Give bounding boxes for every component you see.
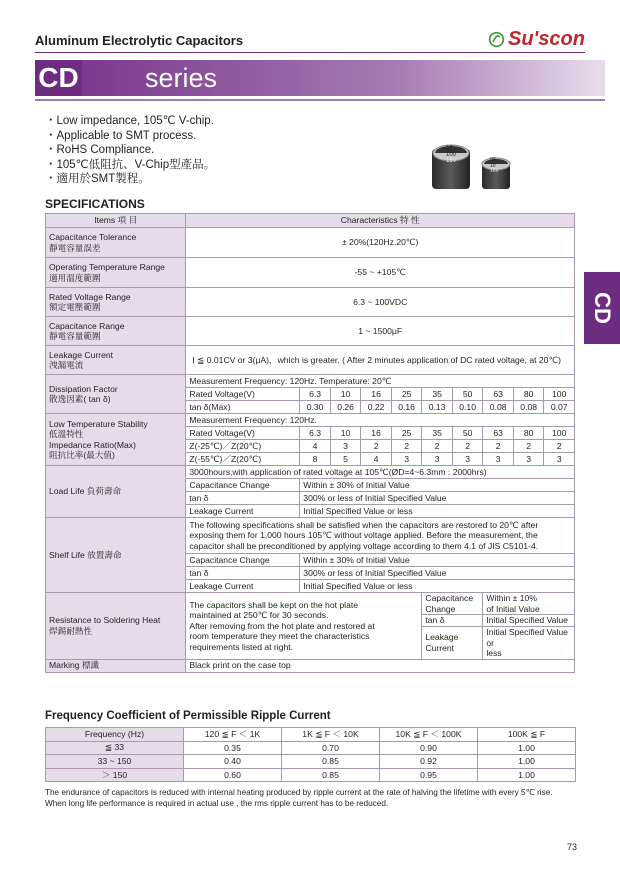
feature-item: ・105℃低阻抗、V-Chip型產品。 bbox=[45, 158, 216, 171]
table-row bbox=[46, 228, 575, 258]
cell-tan: 0.13 bbox=[422, 401, 453, 414]
page-number: 73 bbox=[567, 842, 578, 852]
table-row bbox=[46, 659, 575, 672]
desc-line: room temperature they meet the characteristics bbox=[189, 631, 370, 641]
freq-cell: 0.90 bbox=[380, 741, 478, 755]
cap-label-big: 100 bbox=[446, 152, 457, 158]
header-title: Aluminum Electrolytic Capacitors bbox=[35, 33, 244, 48]
table-row bbox=[46, 317, 575, 346]
frequency-title: Frequency Coefficient of Permissible Ripple Current bbox=[45, 710, 331, 722]
cell-z25: 2 bbox=[544, 440, 575, 453]
label-zh: 額定電壓範圍 bbox=[49, 302, 101, 312]
label-zh: 焊錫耐熱性 bbox=[49, 625, 92, 636]
freq-row-label: ＞ 150 bbox=[46, 768, 184, 782]
label-zh: 洩漏電流 bbox=[49, 360, 84, 370]
cell-condition bbox=[186, 518, 575, 554]
desc-line: requirements listed at right. bbox=[189, 641, 294, 652]
label-en: Impedance Ratio(Max) bbox=[49, 439, 136, 450]
freq-cell: 1.00 bbox=[478, 768, 576, 782]
row-label: Marking 標識 bbox=[46, 659, 186, 672]
freq-cell: 0.85 bbox=[282, 768, 380, 782]
cell-voltage: 10 bbox=[330, 388, 361, 401]
cell-value bbox=[483, 593, 575, 615]
table-row bbox=[46, 768, 576, 782]
cap-label-big: 16V bbox=[446, 158, 457, 164]
freq-cell: 0.85 bbox=[282, 755, 380, 769]
page-header bbox=[35, 28, 585, 51]
cell-key: Z(-55℃)／Z(20℃) bbox=[186, 453, 300, 466]
cell-value: Initial Specified Value bbox=[483, 615, 575, 627]
freq-row-label: 33 ~ 150 bbox=[46, 755, 184, 769]
series-word: series bbox=[145, 63, 218, 93]
cell-key: Leakage Current bbox=[186, 580, 300, 593]
cell-value: Initial Specified Value or less bbox=[300, 505, 575, 518]
value-line: less bbox=[486, 648, 502, 658]
cell-voltage: 80 bbox=[513, 388, 544, 401]
table-row bbox=[46, 375, 575, 388]
value-line: Initial Specified Value or bbox=[486, 627, 568, 648]
cell-z55: 3 bbox=[513, 453, 544, 466]
freq-cell: 0.60 bbox=[184, 768, 282, 782]
cell-value: I ≦ 0.01CV or 3(μA)，which is greater. ( After 2 minutes application of DC rated voltage, at 20℃) bbox=[186, 346, 575, 375]
cell-key: Rated Voltage(V) bbox=[186, 427, 300, 440]
label-en: Low Temperature Stability bbox=[49, 418, 148, 429]
specifications-title: SPECIFICATIONS bbox=[45, 197, 145, 211]
freq-header: Frequency (Hz) bbox=[46, 728, 184, 742]
label-en: Capacitance Range bbox=[49, 320, 125, 331]
condition-line: The following specifications shall be satisfied when the capacitors are restored to 20℃ after bbox=[189, 519, 539, 530]
cell-voltage: 16 bbox=[361, 388, 392, 401]
cell-z55: 3 bbox=[452, 453, 483, 466]
cell-voltage: 35 bbox=[422, 427, 453, 440]
footnote bbox=[45, 788, 605, 810]
brand-swirl-icon bbox=[488, 31, 505, 48]
cell-value: -55 ~ +105℃ bbox=[186, 258, 575, 288]
label-en: Resistance to Soldering Heat bbox=[49, 615, 161, 626]
row-label bbox=[46, 593, 186, 660]
key-line: Current bbox=[425, 642, 455, 653]
cell-tan: 0.30 bbox=[300, 401, 331, 414]
cap-label-small: 10 bbox=[490, 163, 496, 169]
cell-voltage: 80 bbox=[513, 427, 544, 440]
cell-condition: Measurement Frequency: 120Hz. bbox=[186, 414, 575, 427]
cell-voltage: 100 bbox=[544, 427, 575, 440]
row-label bbox=[46, 414, 186, 466]
condition-line: capacitor shall be preconditioned by applying voltage according to them 4.1 of JIS C5101-4. bbox=[189, 540, 539, 551]
table-row bbox=[46, 346, 575, 375]
freq-cell: 1.00 bbox=[478, 741, 576, 755]
cell-voltage: 63 bbox=[483, 388, 514, 401]
cell-value: Initial Specified Value or less bbox=[300, 580, 575, 593]
cell-value: Black print on the case top bbox=[186, 659, 575, 672]
cell-z55: 4 bbox=[361, 453, 392, 466]
cell-key: tan δ(Max) bbox=[186, 401, 300, 414]
feature-item: ・RoHS Compliance. bbox=[45, 144, 155, 157]
label-zh: 阻抗比率(最大值) bbox=[49, 450, 115, 460]
specifications-table bbox=[45, 213, 575, 673]
cell-z25: 3 bbox=[330, 440, 361, 453]
cell-key: Leakage Current bbox=[186, 505, 300, 518]
header-divider bbox=[35, 52, 585, 53]
side-tab bbox=[584, 272, 620, 344]
row-label: Load Life 負荷壽命 bbox=[46, 466, 186, 518]
cell-voltage: 16 bbox=[361, 427, 392, 440]
feature-item: ・Applicable to SMT process. bbox=[45, 129, 197, 142]
cell-z55: 5 bbox=[330, 453, 361, 466]
row-label bbox=[46, 375, 186, 414]
cell-z55: 3 bbox=[483, 453, 514, 466]
freq-cell: 0.40 bbox=[184, 755, 282, 769]
cell-key: Capacitance Change bbox=[186, 554, 300, 567]
cell-tan: 0.08 bbox=[483, 401, 514, 414]
side-tab-label: CD bbox=[590, 292, 615, 324]
table-row bbox=[46, 741, 576, 755]
cell-key: Z(-25℃)／Z(20℃) bbox=[186, 440, 300, 453]
table-row bbox=[46, 214, 575, 228]
table-row bbox=[46, 755, 576, 769]
table-row bbox=[46, 728, 576, 742]
row-label: Shelf Life 放置壽命 bbox=[46, 518, 186, 593]
feature-item: ・適用於SMT製程。 bbox=[45, 173, 150, 186]
cell-value: 300% or less of Initial Specified Value bbox=[300, 492, 575, 505]
freq-cell: 0.35 bbox=[184, 741, 282, 755]
row-label bbox=[46, 228, 186, 258]
desc-line: After removing from the hot plate and restored at bbox=[189, 620, 375, 631]
cell-value: ± 20%(120Hz.20℃) bbox=[186, 228, 575, 258]
cell-value: Within ± 30% of Initial Value bbox=[300, 554, 575, 567]
key-line: Capacitance bbox=[425, 593, 474, 603]
cell-value: 6.3 ~ 100VDC bbox=[186, 288, 575, 317]
label-zh: 適用溫度範圍 bbox=[49, 272, 101, 283]
cell-value: 1 ~ 1500μF bbox=[186, 317, 575, 346]
cell-value: Within ± 30% of Initial Value bbox=[300, 479, 575, 492]
table-row bbox=[46, 466, 575, 479]
cell-key: tan δ bbox=[186, 492, 300, 505]
header-items: Items 項 目 bbox=[46, 214, 186, 228]
table-row bbox=[46, 414, 575, 427]
freq-cell: 1.00 bbox=[478, 755, 576, 769]
cell-voltage: 50 bbox=[452, 427, 483, 440]
cell-key: tan δ bbox=[422, 615, 483, 627]
cell-voltage: 100 bbox=[544, 388, 575, 401]
key-line: Leakage bbox=[425, 632, 459, 643]
label-zh: 散逸因素( tan δ) bbox=[49, 394, 111, 404]
cell-z55: 8 bbox=[300, 453, 331, 466]
cell-tan: 0.16 bbox=[391, 401, 422, 414]
label-zh: 低溫特性 bbox=[49, 429, 84, 439]
cell-z55: 3 bbox=[544, 453, 575, 466]
freq-header: 100K ≦ F bbox=[478, 728, 576, 742]
feature-item: ・Low impedance, 105℃ V-chip. bbox=[45, 115, 214, 127]
cap-label-small: 09 bbox=[490, 157, 496, 163]
brand-name: Su'scon bbox=[508, 28, 585, 50]
key-line: Change bbox=[425, 603, 456, 614]
freq-cell: 0.70 bbox=[282, 741, 380, 755]
cell-z25: 2 bbox=[422, 440, 453, 453]
row-label bbox=[46, 258, 186, 288]
cell-value bbox=[483, 627, 575, 660]
cell-key: Capacitance Change bbox=[186, 479, 300, 492]
cell-z25: 2 bbox=[361, 440, 392, 453]
cell-tan: 0.08 bbox=[513, 401, 544, 414]
label-en: Dissipation Factor bbox=[49, 383, 118, 394]
row-label bbox=[46, 346, 186, 375]
table-row bbox=[46, 258, 575, 288]
label-zh: 靜電容量誤差 bbox=[49, 242, 101, 253]
cell-z25: 2 bbox=[452, 440, 483, 453]
series-underline bbox=[35, 99, 605, 101]
cell-z25: 2 bbox=[483, 440, 514, 453]
frequency-table bbox=[45, 727, 576, 782]
cell-voltage: 6.3 bbox=[300, 427, 331, 440]
capacitor-photo bbox=[430, 141, 522, 195]
cell-voltage: 25 bbox=[391, 427, 422, 440]
table-row bbox=[46, 288, 575, 317]
footnote-line: The endurance of capacitors is reduced with internal heating produced by ripple current at the rate of halving the lifetime with every 5℃ rise. bbox=[45, 788, 553, 797]
label-en: Rated Voltage Range bbox=[49, 291, 131, 302]
cell-description bbox=[186, 593, 422, 660]
cell-condition: Measurement Frequency: 120Hz. Temperature: 20℃ bbox=[186, 375, 575, 388]
cell-condition: 3000hours,with application of rated voltage at 105℃(ØD=4~6.3mm : 2000hrs) bbox=[186, 466, 575, 479]
series-code: CD bbox=[35, 60, 82, 96]
cell-z55: 3 bbox=[391, 453, 422, 466]
cell-key: Rated Voltage(V) bbox=[186, 388, 300, 401]
freq-header: 120 ≦ F ＜ 1K bbox=[184, 728, 282, 742]
value-line: Within ± 10% bbox=[486, 593, 537, 603]
cell-z25: 2 bbox=[513, 440, 544, 453]
cell-voltage: 10 bbox=[330, 427, 361, 440]
cell-voltage: 25 bbox=[391, 388, 422, 401]
cell-tan: 0.22 bbox=[361, 401, 392, 414]
label-en: Capacitance Tolerance bbox=[49, 232, 137, 242]
desc-line: maintained at 250℃ for 30 seconds. bbox=[189, 610, 329, 620]
cell-voltage: 35 bbox=[422, 388, 453, 401]
cell-key: tan δ bbox=[186, 567, 300, 580]
cell-key bbox=[422, 627, 483, 660]
row-label bbox=[46, 288, 186, 317]
table-row bbox=[46, 593, 575, 615]
cell-voltage: 6.3 bbox=[300, 388, 331, 401]
freq-row-label: ≦ 33 bbox=[46, 741, 184, 755]
cell-voltage: 50 bbox=[452, 388, 483, 401]
cell-z55: 3 bbox=[422, 453, 453, 466]
cap-label-small: 16V bbox=[490, 168, 499, 174]
footnote-line: When long life performance is required in actual use , the rms ripple current has to be reduced. bbox=[45, 798, 389, 808]
cell-key bbox=[422, 593, 483, 615]
table-row bbox=[46, 518, 575, 554]
feature-list bbox=[45, 114, 215, 187]
cell-tan: 0.10 bbox=[452, 401, 483, 414]
freq-cell: 0.92 bbox=[380, 755, 478, 769]
freq-header: 1K ≦ F ＜ 10K bbox=[282, 728, 380, 742]
value-line: of Initial Value bbox=[486, 603, 540, 614]
row-label bbox=[46, 317, 186, 346]
condition-line: exposing them for 1,000 hours 105℃ without voltage applied. Before the measurement, the bbox=[189, 530, 538, 541]
cell-value: 300% or less of Initial Specified Value bbox=[300, 567, 575, 580]
freq-header: 10K ≦ F ＜ 100K bbox=[380, 728, 478, 742]
brand-logo bbox=[488, 28, 585, 51]
cell-voltage: 63 bbox=[483, 427, 514, 440]
label-en: Operating Temperature Range bbox=[49, 262, 165, 272]
header-characteristics: Characteristics 特 性 bbox=[186, 214, 575, 228]
cell-tan: 0.26 bbox=[330, 401, 361, 414]
cap-label-big: 07 bbox=[446, 146, 453, 152]
cell-tan: 0.07 bbox=[544, 401, 575, 414]
desc-line: The capacitors shall be kept on the hot plate bbox=[189, 599, 359, 610]
cell-z25: 2 bbox=[391, 440, 422, 453]
label-zh: 靜電容量範圍 bbox=[49, 331, 101, 341]
freq-cell: 0.95 bbox=[380, 768, 478, 782]
label-en: Leakage Current bbox=[49, 349, 114, 360]
cell-z25: 4 bbox=[300, 440, 331, 453]
